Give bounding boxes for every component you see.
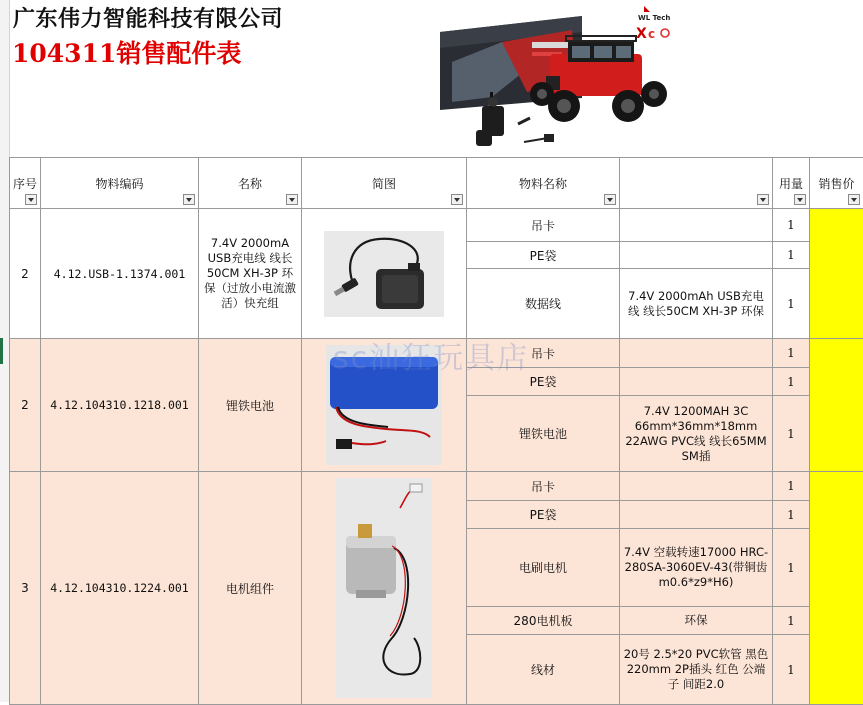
brand-logo-text: WL Tech <box>638 14 670 22</box>
col-header-label: 物料名称 <box>470 175 616 192</box>
col-header-label: 销售价 <box>813 175 860 192</box>
selected-row-marker <box>0 338 3 364</box>
spec-cell[interactable] <box>620 209 773 242</box>
name-cell[interactable]: 电机组件 <box>199 472 302 705</box>
col-header-name <box>199 158 302 209</box>
col-header-label: 简图 <box>305 175 463 192</box>
col-header-material <box>467 158 620 209</box>
col-header-label: 名称 <box>202 175 298 192</box>
spec-cell[interactable]: 7.4V 空载转速17000 HRC-280SA-3060EV-43(带铜齿m0.6*z9*H6) <box>620 529 773 607</box>
material-cell[interactable]: 线材 <box>467 635 620 705</box>
qty-cell[interactable]: 1 <box>773 396 810 472</box>
material-cell[interactable]: 吊卡 <box>467 209 620 242</box>
qty-cell[interactable]: 1 <box>773 368 810 396</box>
material-cell[interactable]: 锂铁电池 <box>467 396 620 472</box>
qty-cell[interactable]: 1 <box>773 529 810 607</box>
spec-cell[interactable] <box>620 501 773 529</box>
qty-cell[interactable]: 1 <box>773 472 810 501</box>
spec-cell[interactable]: 7.4V 1200MAH 3C 66mm*36mm*18mm 22AWG PVC线 线长65MM SM插 <box>620 396 773 472</box>
spec-cell[interactable]: 7.4V 2000mAh USB充电线 线长50CM XH-3P 环保 <box>620 269 773 339</box>
svg-text:X: X <box>636 26 647 42</box>
brand-logo-mark <box>632 4 676 44</box>
image-cell[interactable] <box>302 209 467 339</box>
spec-cell[interactable]: 20号 2.5*20 PVC软管 黑色 220mm 2P插头 红色 公端子 间距2.0 <box>620 635 773 705</box>
col-header-label: 物料编码 <box>44 175 195 192</box>
code-cell[interactable]: 4.12.USB-1.1374.001 <box>41 209 199 339</box>
company-title: 广东伟力智能科技有限公司 <box>13 2 283 33</box>
qty-cell[interactable]: 1 <box>773 242 810 269</box>
filter-dropdown-icon[interactable] <box>757 194 769 205</box>
table-row <box>10 209 863 242</box>
col-header-label: 用量 <box>776 175 806 192</box>
table-row <box>10 339 863 368</box>
spec-cell[interactable] <box>620 242 773 269</box>
material-cell[interactable]: 数据线 <box>467 269 620 339</box>
qty-cell[interactable]: 1 <box>773 607 810 635</box>
col-header-image <box>302 158 467 209</box>
seq-cell[interactable]: 2 <box>10 209 41 339</box>
col-header-qty <box>773 158 810 209</box>
sheet-title: 104311销售配件表 <box>12 34 241 70</box>
material-cell[interactable]: 吊卡 <box>467 472 620 501</box>
filter-dropdown-icon[interactable] <box>794 194 806 205</box>
image-cell[interactable] <box>302 339 467 472</box>
price-cell[interactable] <box>810 472 863 705</box>
header-row <box>10 158 863 209</box>
code-cell[interactable]: 4.12.104310.1224.001 <box>41 472 199 705</box>
spec-cell[interactable] <box>620 472 773 501</box>
material-cell[interactable]: 电刷电机 <box>467 529 620 607</box>
filter-dropdown-icon[interactable] <box>286 194 298 205</box>
image-cell[interactable] <box>302 472 467 705</box>
brand-logo <box>632 4 676 44</box>
seq-cell[interactable]: 2 <box>10 339 41 472</box>
qty-cell[interactable]: 1 <box>773 209 810 242</box>
material-cell[interactable]: PE袋 <box>467 368 620 396</box>
spec-cell[interactable]: 环保 <box>620 607 773 635</box>
filter-dropdown-icon[interactable] <box>604 194 616 205</box>
col-header-label: 序号 <box>13 175 37 192</box>
code-cell[interactable]: 4.12.104310.1218.001 <box>41 339 199 472</box>
qty-cell[interactable]: 1 <box>773 339 810 368</box>
qty-cell[interactable]: 1 <box>773 635 810 705</box>
parts-table <box>9 157 863 705</box>
table-row <box>10 472 863 501</box>
spec-cell[interactable] <box>620 339 773 368</box>
filter-dropdown-icon[interactable] <box>183 194 195 205</box>
col-header-code <box>41 158 199 209</box>
spec-cell[interactable] <box>620 368 773 396</box>
col-header-price <box>810 158 863 209</box>
name-cell[interactable]: 锂铁电池 <box>199 339 302 472</box>
shop-watermark: sc汕狂玩具店 <box>333 333 529 377</box>
price-cell[interactable] <box>810 339 863 472</box>
motor-assembly-photo <box>336 478 432 698</box>
material-cell[interactable]: PE袋 <box>467 501 620 529</box>
filter-dropdown-icon[interactable] <box>848 194 860 205</box>
qty-cell[interactable]: 1 <box>773 269 810 339</box>
col-header-spec <box>620 158 773 209</box>
price-cell[interactable] <box>810 209 863 339</box>
svg-text:c: c <box>648 27 655 41</box>
filter-dropdown-icon[interactable] <box>25 194 37 205</box>
material-cell[interactable]: 280电机板 <box>467 607 620 635</box>
material-cell[interactable]: PE袋 <box>467 242 620 269</box>
qty-cell[interactable]: 1 <box>773 501 810 529</box>
battery-pack-photo <box>326 345 442 465</box>
name-cell[interactable]: 7.4V 2000mA USB充电线 线长50CM XH-3P 环保（过放小电流激活）快充组 <box>199 209 302 339</box>
seq-cell[interactable]: 3 <box>10 472 41 705</box>
material-cell[interactable]: 吊卡 <box>467 339 620 368</box>
col-header-seq <box>10 158 41 209</box>
usb-charger-photo <box>324 231 444 317</box>
filter-dropdown-icon[interactable] <box>451 194 463 205</box>
